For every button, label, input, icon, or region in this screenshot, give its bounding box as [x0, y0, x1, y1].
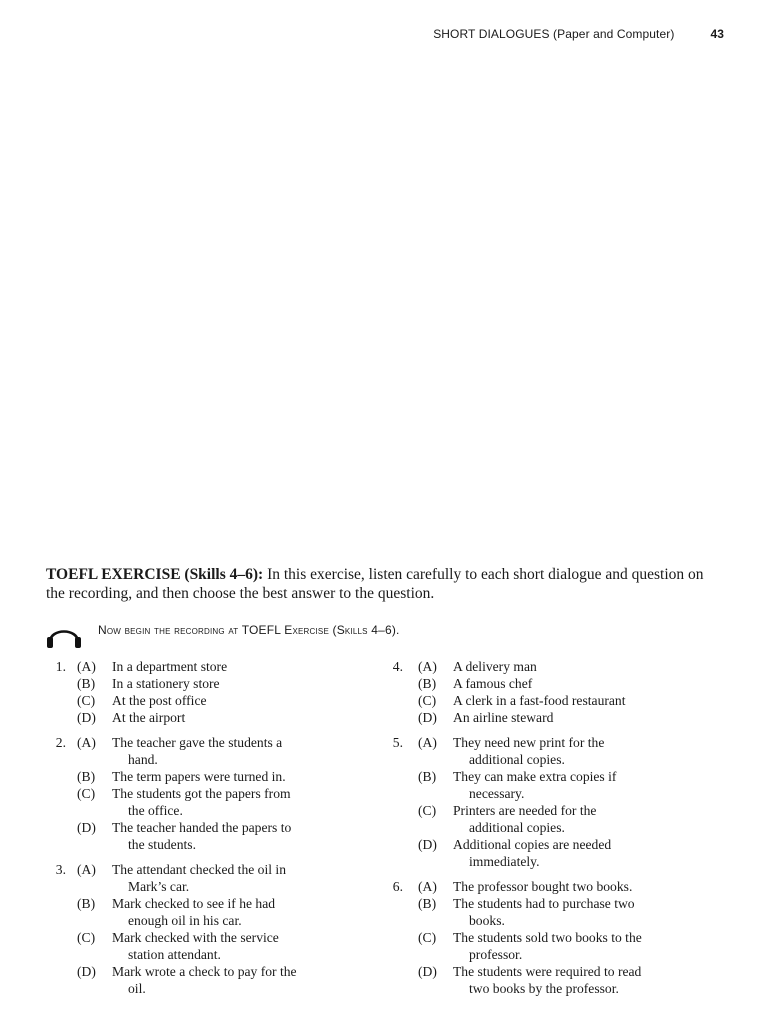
- option-text: station attendant.: [128, 947, 221, 962]
- answer-option-c[interactable]: [387, 929, 717, 963]
- answer-option-c[interactable]: [387, 692, 717, 709]
- question-number: 1.: [55, 659, 66, 674]
- question-number: 6.: [392, 879, 403, 894]
- option-text: The term papers were turned in.: [112, 769, 286, 784]
- option-text: A delivery man: [453, 659, 537, 674]
- option-text: The students got the papers from: [112, 786, 291, 801]
- answer-option-b[interactable]: [387, 675, 717, 692]
- answer-option-a[interactable]: [46, 861, 366, 895]
- answer-option-d[interactable]: [387, 836, 717, 870]
- answer-option-c[interactable]: [46, 785, 366, 819]
- option-letter: (D): [418, 837, 437, 852]
- option-letter: (A): [418, 659, 437, 674]
- answer-option-d[interactable]: [46, 963, 366, 997]
- option-text: additional copies.: [469, 752, 565, 767]
- option-text: enough oil in his car.: [128, 913, 242, 928]
- question-number: 5.: [392, 735, 403, 750]
- option-text: The teacher gave the students a: [112, 735, 283, 750]
- answer-option-a[interactable]: [387, 878, 717, 895]
- option-text: Additional copies are needed: [453, 837, 612, 852]
- option-letter: (B): [77, 769, 96, 784]
- question-3: [46, 861, 366, 997]
- option-text: immediately.: [469, 854, 540, 869]
- option-text: necessary.: [469, 786, 525, 801]
- option-text: They need new print for the: [453, 735, 605, 750]
- option-letter: (C): [418, 803, 437, 818]
- option-letter: (C): [77, 786, 96, 801]
- option-text: Mark’s car.: [128, 879, 190, 894]
- option-letter: (D): [77, 964, 96, 979]
- question-1: [46, 658, 366, 726]
- option-text: The teacher handed the papers to: [112, 820, 292, 835]
- option-letter: (C): [418, 693, 437, 708]
- option-text: An airline steward: [453, 710, 554, 725]
- question-number: 3.: [55, 862, 66, 877]
- option-letter: (C): [77, 930, 96, 945]
- question-number: 4.: [392, 659, 403, 674]
- option-letter: (B): [418, 896, 437, 911]
- running-header: [433, 27, 724, 41]
- option-text: Mark wrote a check to pay for the: [112, 964, 297, 979]
- option-text: At the post office: [112, 693, 207, 708]
- answer-option-b[interactable]: [387, 895, 717, 929]
- answer-option-b[interactable]: [46, 675, 366, 692]
- option-letter: (B): [418, 676, 437, 691]
- option-text: A famous chef: [453, 676, 533, 691]
- option-text: Mark checked with the service: [112, 930, 279, 945]
- option-letter: (B): [77, 676, 96, 691]
- option-text: At the airport: [112, 710, 186, 725]
- question-4: [387, 658, 717, 726]
- option-letter: (A): [418, 879, 437, 894]
- header-title: SHORT DIALOGUES (Paper and Computer): [433, 27, 675, 41]
- option-text: books.: [469, 913, 505, 928]
- option-letter: (A): [77, 735, 96, 750]
- option-letter: (B): [77, 896, 96, 911]
- answer-option-b[interactable]: [46, 768, 366, 785]
- option-text: The professor bought two books.: [453, 879, 633, 894]
- answer-option-a[interactable]: [387, 658, 717, 675]
- exercise-label: TOEFL EXERCISE (Skills 4–6):: [46, 566, 264, 583]
- page-number: 43: [710, 27, 724, 41]
- answer-option-a[interactable]: [387, 734, 717, 768]
- answer-option-b[interactable]: [46, 895, 366, 929]
- question-2: [46, 734, 366, 853]
- option-text: A clerk in a fast-food restaurant: [453, 693, 626, 708]
- option-text: the students.: [128, 837, 196, 852]
- headphones-icon: [46, 620, 82, 650]
- answer-option-d[interactable]: [387, 963, 717, 997]
- answer-option-b[interactable]: [387, 768, 717, 802]
- option-text: oil.: [128, 981, 146, 996]
- option-text: The students were required to read: [453, 964, 642, 979]
- option-letter: (C): [77, 693, 96, 708]
- exercise-instructions: In this exercise, listen carefully to each short dialogue and question on the recording, and then choose the best answer to the question.: [46, 566, 704, 602]
- option-text: hand.: [128, 752, 158, 767]
- option-text: In a department store: [112, 659, 228, 674]
- answer-option-d[interactable]: [387, 709, 717, 726]
- option-text: professor.: [469, 947, 523, 962]
- option-letter: (D): [77, 710, 96, 725]
- option-letter: (A): [77, 862, 96, 877]
- option-letter: (A): [418, 735, 437, 750]
- option-text: In a stationery store: [112, 676, 220, 691]
- option-letter: (A): [77, 659, 96, 674]
- answer-option-c[interactable]: [387, 802, 717, 836]
- option-text: the office.: [128, 803, 183, 818]
- answer-option-a[interactable]: [46, 734, 366, 768]
- recording-cue: [46, 620, 726, 650]
- exercise-intro: [46, 565, 726, 603]
- questions-left-column: [46, 658, 366, 1005]
- answer-option-a[interactable]: [46, 658, 366, 675]
- option-text: additional copies.: [469, 820, 565, 835]
- option-text: The students sold two books to the: [453, 930, 642, 945]
- question-5: [387, 734, 717, 870]
- option-text: two books by the professor.: [469, 981, 619, 996]
- question-number: 2.: [55, 735, 66, 750]
- option-letter: (D): [77, 820, 96, 835]
- option-text: The students had to purchase two: [453, 896, 635, 911]
- answer-option-d[interactable]: [46, 709, 366, 726]
- option-text: Mark checked to see if he had: [112, 896, 276, 911]
- questions-right-column: [387, 658, 717, 1005]
- recording-instruction: Now begin the recording at TOEFL Exercise (Skills 4–6).: [98, 623, 400, 637]
- option-text: They can make extra copies if: [453, 769, 617, 784]
- answer-option-c[interactable]: [46, 692, 366, 709]
- option-text: The attendant checked the oil in: [112, 862, 287, 877]
- option-text: Printers are needed for the: [453, 803, 597, 818]
- answer-option-d[interactable]: [46, 819, 366, 853]
- option-letter: (D): [418, 964, 437, 979]
- answer-option-c[interactable]: [46, 929, 366, 963]
- option-letter: (D): [418, 710, 437, 725]
- question-6: [387, 878, 717, 997]
- option-letter: (C): [418, 930, 437, 945]
- option-letter: (B): [418, 769, 437, 784]
